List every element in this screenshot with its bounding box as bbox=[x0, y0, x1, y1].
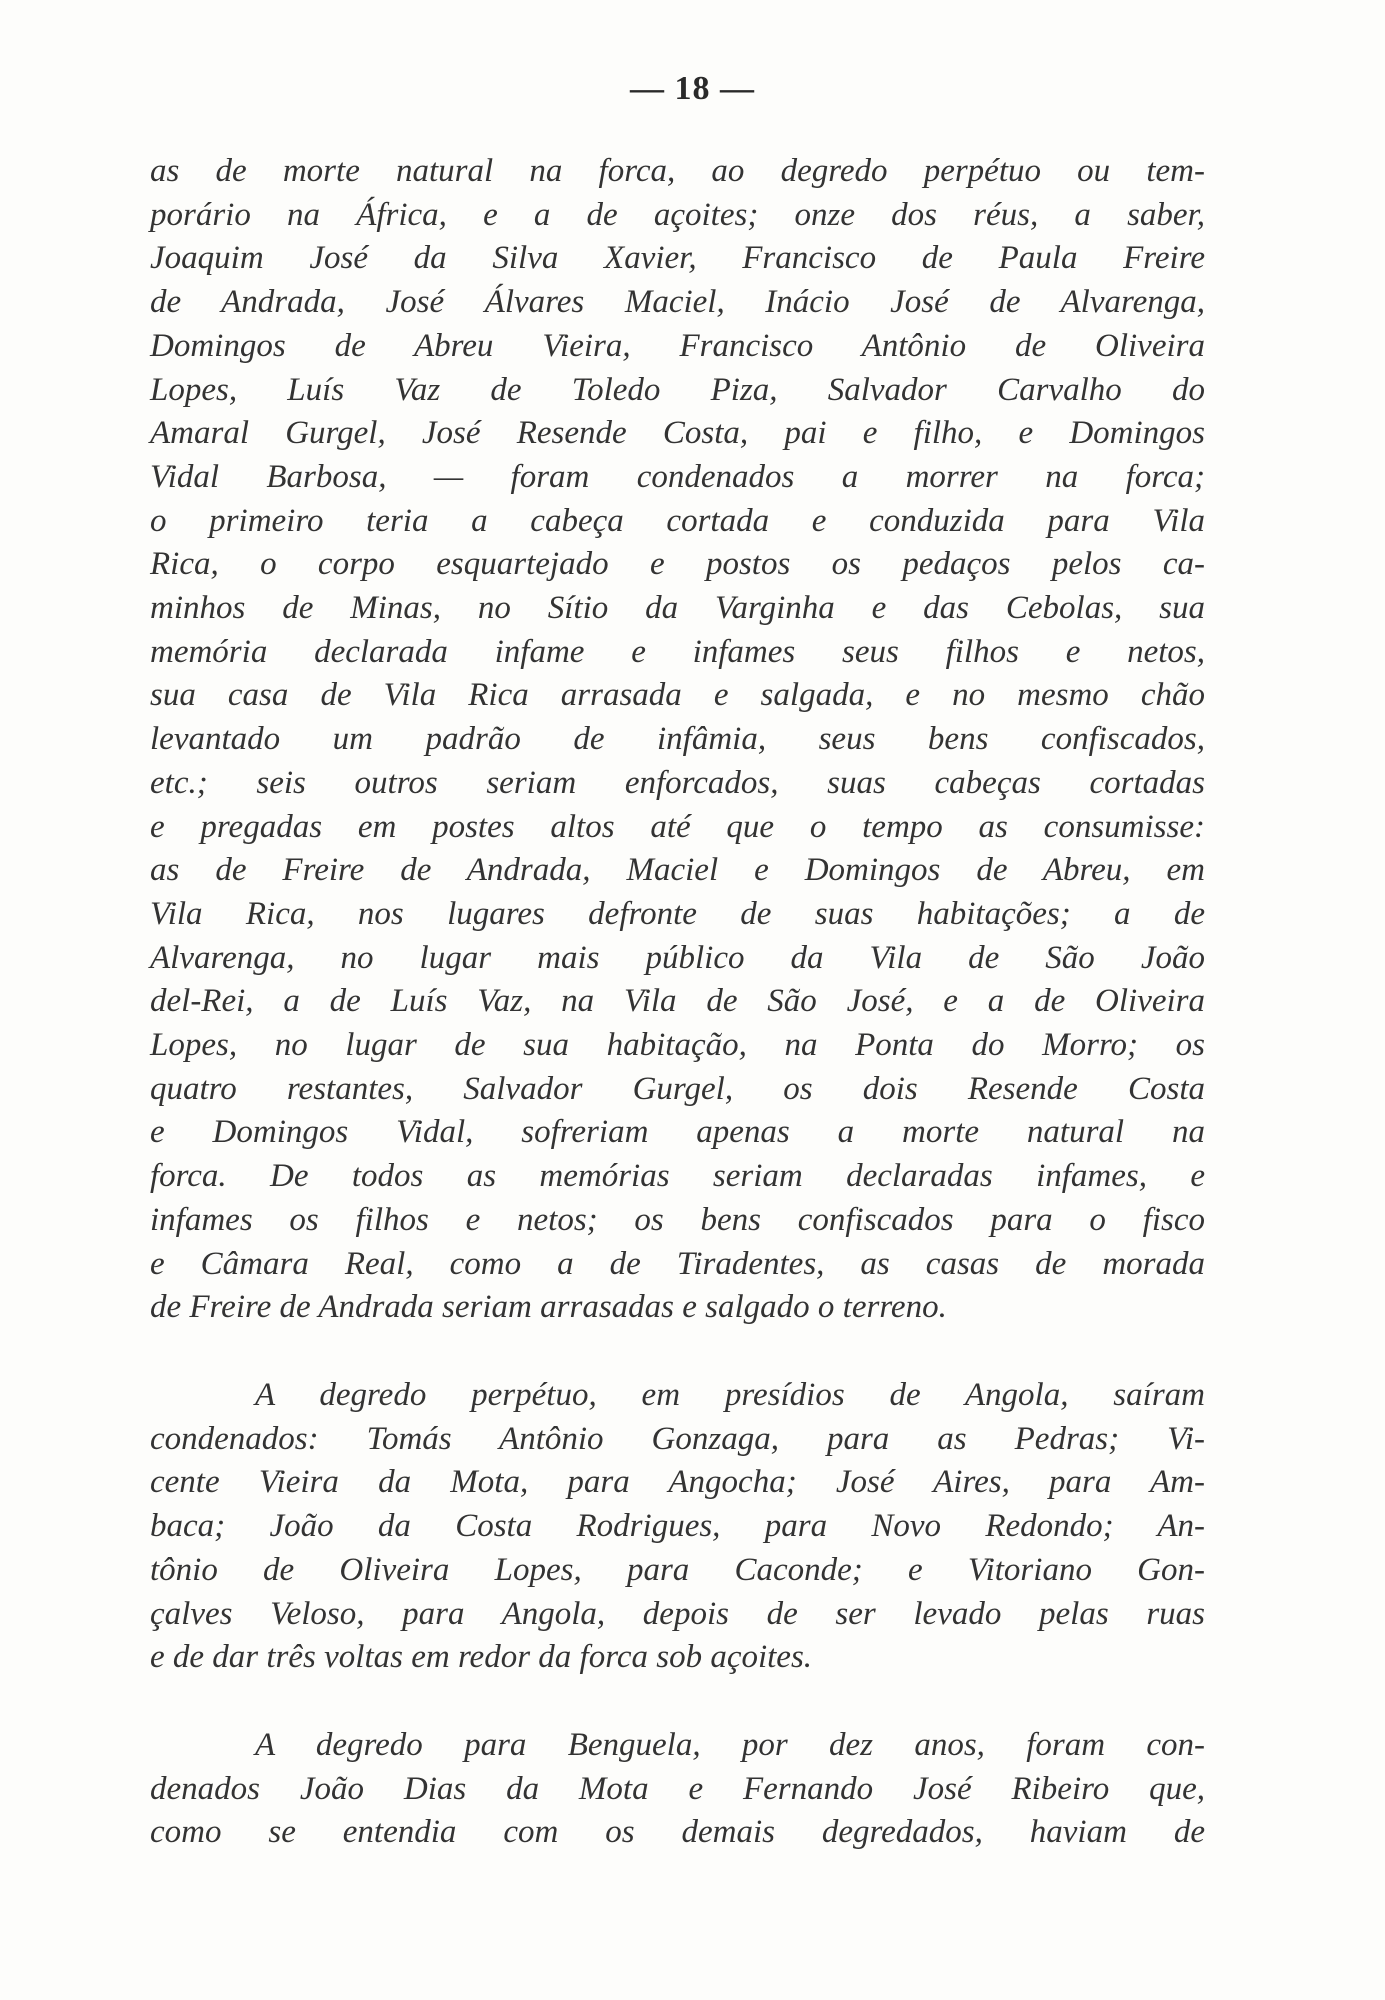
paragraph-3 bbox=[150, 1724, 1205, 1855]
paragraph-2 bbox=[150, 1374, 1205, 1680]
text-line: de Freire de Andrada seriam arrasadas e salgado o terreno. bbox=[150, 1289, 947, 1326]
text-line: infames os filhos e netos; os bens confiscados para o fisco bbox=[150, 1201, 1205, 1238]
body-text bbox=[150, 150, 1205, 1855]
text-line: Lopes, no lugar de sua habitação, na Ponta do Morro; os bbox=[150, 1027, 1205, 1064]
text-line: etc.; seis outros seriam enforcados, suas cabeças cortadas bbox=[150, 764, 1205, 801]
text-line: A degredo para Benguela, por dez anos, foram con- bbox=[255, 1726, 1205, 1763]
text-line: levantado um padrão de infâmia, seus bens confiscados, bbox=[150, 721, 1205, 758]
text-line: minhos de Minas, no Sítio da Varginha e das Cebolas, sua bbox=[150, 590, 1205, 627]
text-line: cente Vieira da Mota, para Angocha; José Aires, para Am- bbox=[150, 1464, 1205, 1501]
paragraph-1 bbox=[150, 150, 1205, 1330]
text-line: as de Freire de Andrada, Maciel e Domingos de Abreu, em bbox=[150, 852, 1205, 889]
text-line: sua casa de Vila Rica arrasada e salgada, e no mesmo chão bbox=[150, 677, 1205, 714]
text-line: porário na África, e a de açoites; onze dos réus, a saber, bbox=[150, 196, 1205, 233]
text-line: e pregadas em postes altos até que o tempo as consumisse: bbox=[150, 808, 1205, 845]
text-line: de Andrada, José Álvares Maciel, Inácio José de Alvarenga, bbox=[150, 284, 1205, 321]
text-line: Vila Rica, nos lugares defronte de suas habitações; a de bbox=[150, 895, 1205, 932]
text-line: condenados: Tomás Antônio Gonzaga, para as Pedras; Vi- bbox=[150, 1420, 1205, 1457]
text-line: forca. De todos as memórias seriam declaradas infames, e bbox=[150, 1158, 1205, 1195]
text-line: denados João Dias da Mota e Fernando José Ribeiro que, bbox=[150, 1770, 1205, 1807]
text-line: Lopes, Luís Vaz de Toledo Piza, Salvador Carvalho do bbox=[150, 371, 1205, 408]
text-line: baca; João da Costa Rodrigues, para Novo Redondo; An- bbox=[150, 1508, 1205, 1545]
text-line: A degredo perpétuo, em presídios de Angola, saíram bbox=[255, 1376, 1205, 1413]
text-line: e Câmara Real, como a de Tiradentes, as casas de morada bbox=[150, 1245, 1205, 1282]
paragraph-spacer bbox=[150, 1330, 1205, 1374]
text-line: o primeiro teria a cabeça cortada e conduzida para Vila bbox=[150, 502, 1205, 539]
text-line: as de morte natural na forca, ao degredo perpétuo ou tem- bbox=[150, 153, 1205, 189]
text-line: e Domingos Vidal, sofreriam apenas a morte natural na bbox=[150, 1114, 1205, 1151]
text-line: Joaquim José da Silva Xavier, Francisco de Paula Freire bbox=[150, 240, 1205, 277]
text-line: e de dar três voltas em redor da forca sob açoites. bbox=[150, 1639, 813, 1676]
text-line: memória declarada infame e infames seus filhos e netos, bbox=[150, 633, 1205, 670]
text-line: Vidal Barbosa, — foram condenados a morrer na forca; bbox=[150, 458, 1205, 495]
text-line: Amaral Gurgel, José Resende Costa, pai e filho, e Domingos bbox=[150, 415, 1205, 452]
paragraph-spacer bbox=[150, 1680, 1205, 1724]
page-number: — 18 — bbox=[630, 70, 755, 107]
text-line: Alvarenga, no lugar mais público da Vila de São João bbox=[150, 939, 1205, 976]
text-line: çalves Veloso, para Angola, depois de ser levado pelas ruas bbox=[150, 1595, 1205, 1632]
text-line: tônio de Oliveira Lopes, para Caconde; e Vitoriano Gon- bbox=[150, 1551, 1205, 1588]
text-line: del-Rei, a de Luís Vaz, na Vila de São José, e a de Oliveira bbox=[150, 983, 1205, 1020]
text-line: quatro restantes, Salvador Gurgel, os dois Resende Costa bbox=[150, 1070, 1205, 1107]
text-line: Domingos de Abreu Vieira, Francisco Antônio de Oliveira bbox=[150, 327, 1205, 364]
text-line: Rica, o corpo esquartejado e postos os pedaços pelos ca- bbox=[150, 546, 1205, 583]
text-line: como se entendia com os demais degredados, haviam de bbox=[150, 1814, 1205, 1851]
